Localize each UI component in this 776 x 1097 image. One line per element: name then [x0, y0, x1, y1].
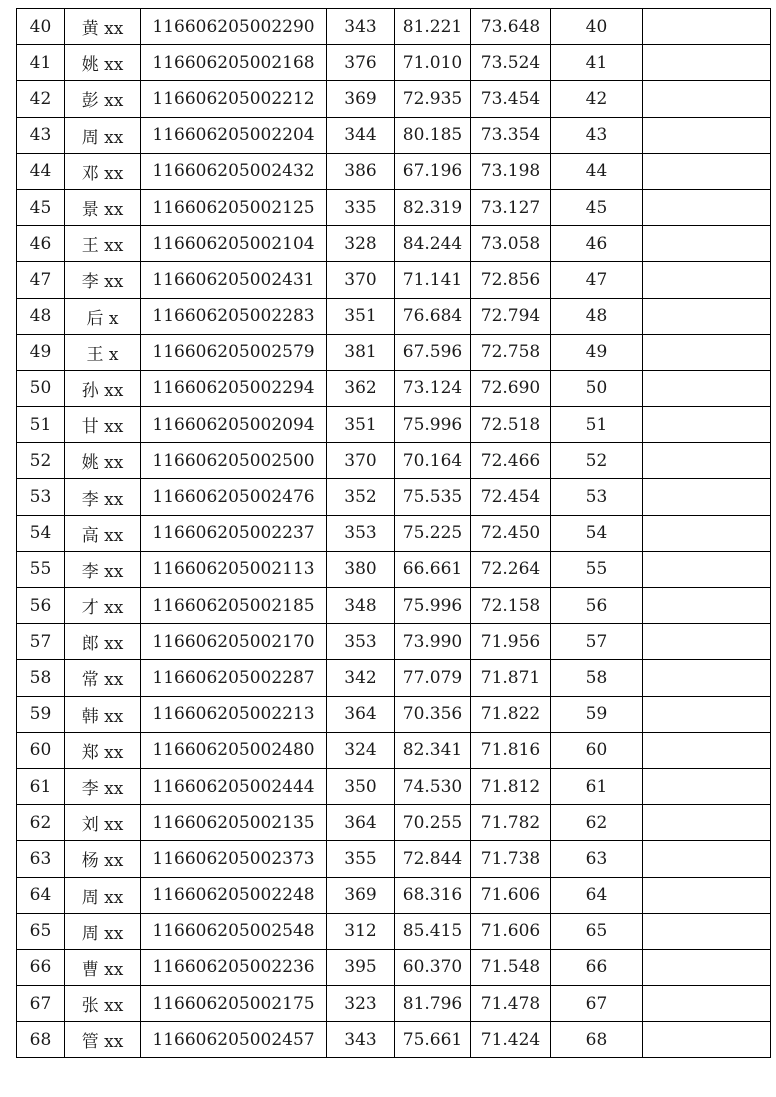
row-number-cell: 50 — [17, 370, 65, 406]
table-row — [17, 877, 771, 913]
total-score-cell: 71.606 — [471, 913, 551, 949]
candidate-name-cell: 刘 xx — [65, 805, 141, 841]
table-row — [17, 696, 771, 732]
written-score-cell: 386 — [327, 153, 395, 189]
table-row — [17, 407, 771, 443]
interview-score-cell: 60.370 — [395, 949, 471, 985]
rank-cell: 68 — [551, 1022, 643, 1058]
candidate-name-cell: 韩 xx — [65, 696, 141, 732]
row-number-cell: 52 — [17, 443, 65, 479]
table-row — [17, 841, 771, 877]
total-score-cell: 72.158 — [471, 588, 551, 624]
total-score-cell: 71.548 — [471, 949, 551, 985]
row-number-cell: 68 — [17, 1022, 65, 1058]
written-score-cell: 344 — [327, 117, 395, 153]
rank-cell: 48 — [551, 298, 643, 334]
exam-id-cell: 116606205002185 — [141, 588, 327, 624]
candidate-name-cell: 邓 xx — [65, 153, 141, 189]
interview-score-cell: 67.196 — [395, 153, 471, 189]
interview-score-cell: 68.316 — [395, 877, 471, 913]
table-row — [17, 298, 771, 334]
rank-cell: 47 — [551, 262, 643, 298]
candidate-name-cell: 后 x — [65, 298, 141, 334]
total-score-cell: 72.454 — [471, 479, 551, 515]
rank-cell: 44 — [551, 153, 643, 189]
interview-score-cell: 70.356 — [395, 696, 471, 732]
note-cell — [643, 949, 771, 985]
written-score-cell: 370 — [327, 262, 395, 298]
total-score-cell: 71.782 — [471, 805, 551, 841]
row-number-cell: 51 — [17, 407, 65, 443]
interview-score-cell: 72.844 — [395, 841, 471, 877]
candidate-name-cell: 郎 xx — [65, 624, 141, 660]
exam-id-cell: 116606205002125 — [141, 189, 327, 225]
rank-cell: 58 — [551, 660, 643, 696]
table-row — [17, 189, 771, 225]
rank-cell: 61 — [551, 768, 643, 804]
written-score-cell: 350 — [327, 768, 395, 804]
table-row — [17, 949, 771, 985]
interview-score-cell: 75.996 — [395, 588, 471, 624]
exam-id-cell: 116606205002204 — [141, 117, 327, 153]
rank-cell: 66 — [551, 949, 643, 985]
candidate-name-cell: 王 x — [65, 334, 141, 370]
rank-cell: 50 — [551, 370, 643, 406]
candidate-name-cell: 彭 xx — [65, 81, 141, 117]
total-score-cell: 72.518 — [471, 407, 551, 443]
candidate-name-cell: 李 xx — [65, 551, 141, 587]
note-cell — [643, 9, 771, 45]
row-number-cell: 62 — [17, 805, 65, 841]
written-score-cell: 328 — [327, 226, 395, 262]
candidate-name-cell: 李 xx — [65, 768, 141, 804]
rank-cell: 43 — [551, 117, 643, 153]
table-row — [17, 81, 771, 117]
rank-cell: 54 — [551, 515, 643, 551]
note-cell — [643, 262, 771, 298]
note-cell — [643, 551, 771, 587]
interview-score-cell: 81.221 — [395, 9, 471, 45]
candidate-name-cell: 景 xx — [65, 189, 141, 225]
exam-id-cell: 116606205002213 — [141, 696, 327, 732]
total-score-cell: 73.454 — [471, 81, 551, 117]
written-score-cell: 362 — [327, 370, 395, 406]
row-number-cell: 54 — [17, 515, 65, 551]
total-score-cell: 71.606 — [471, 877, 551, 913]
table-row — [17, 370, 771, 406]
candidate-name-cell: 孙 xx — [65, 370, 141, 406]
interview-score-cell: 85.415 — [395, 913, 471, 949]
total-score-cell: 72.758 — [471, 334, 551, 370]
row-number-cell: 42 — [17, 81, 65, 117]
exam-id-cell: 116606205002283 — [141, 298, 327, 334]
note-cell — [643, 153, 771, 189]
row-number-cell: 63 — [17, 841, 65, 877]
row-number-cell: 65 — [17, 913, 65, 949]
note-cell — [643, 515, 771, 551]
rank-cell: 49 — [551, 334, 643, 370]
note-cell — [643, 986, 771, 1022]
total-score-cell: 72.466 — [471, 443, 551, 479]
exam-id-cell: 116606205002431 — [141, 262, 327, 298]
table-row — [17, 334, 771, 370]
total-score-cell: 71.812 — [471, 768, 551, 804]
written-score-cell: 353 — [327, 624, 395, 660]
exam-id-cell: 116606205002290 — [141, 9, 327, 45]
table-row — [17, 624, 771, 660]
exam-id-cell: 116606205002248 — [141, 877, 327, 913]
interview-score-cell: 72.935 — [395, 81, 471, 117]
total-score-cell: 73.354 — [471, 117, 551, 153]
written-score-cell: 323 — [327, 986, 395, 1022]
table-row — [17, 805, 771, 841]
rank-cell: 40 — [551, 9, 643, 45]
interview-score-cell: 75.996 — [395, 407, 471, 443]
written-score-cell: 348 — [327, 588, 395, 624]
written-score-cell: 364 — [327, 696, 395, 732]
exam-id-cell: 116606205002373 — [141, 841, 327, 877]
interview-score-cell: 76.684 — [395, 298, 471, 334]
interview-score-cell: 66.661 — [395, 551, 471, 587]
total-score-cell: 73.524 — [471, 45, 551, 81]
interview-score-cell: 73.124 — [395, 370, 471, 406]
note-cell — [643, 732, 771, 768]
candidate-name-cell: 才 xx — [65, 588, 141, 624]
written-score-cell: 369 — [327, 877, 395, 913]
row-number-cell: 44 — [17, 153, 65, 189]
table-row — [17, 588, 771, 624]
note-cell — [643, 624, 771, 660]
table-row — [17, 515, 771, 551]
written-score-cell: 312 — [327, 913, 395, 949]
interview-score-cell: 75.535 — [395, 479, 471, 515]
exam-id-cell: 116606205002287 — [141, 660, 327, 696]
written-score-cell: 376 — [327, 45, 395, 81]
total-score-cell: 71.478 — [471, 986, 551, 1022]
interview-score-cell: 75.225 — [395, 515, 471, 551]
interview-score-cell: 73.990 — [395, 624, 471, 660]
table-row — [17, 1022, 771, 1058]
table-row — [17, 551, 771, 587]
table-row — [17, 986, 771, 1022]
interview-score-cell: 75.661 — [395, 1022, 471, 1058]
note-cell — [643, 117, 771, 153]
total-score-cell: 72.450 — [471, 515, 551, 551]
row-number-cell: 45 — [17, 189, 65, 225]
note-cell — [643, 226, 771, 262]
rank-cell: 52 — [551, 443, 643, 479]
table-row — [17, 9, 771, 45]
total-score-cell: 73.198 — [471, 153, 551, 189]
note-cell — [643, 588, 771, 624]
note-cell — [643, 81, 771, 117]
interview-score-cell: 71.010 — [395, 45, 471, 81]
rank-cell: 65 — [551, 913, 643, 949]
rank-cell: 57 — [551, 624, 643, 660]
exam-id-cell: 116606205002236 — [141, 949, 327, 985]
table-row — [17, 262, 771, 298]
interview-score-cell: 70.164 — [395, 443, 471, 479]
total-score-cell: 72.856 — [471, 262, 551, 298]
exam-id-cell: 116606205002135 — [141, 805, 327, 841]
interview-score-cell: 80.185 — [395, 117, 471, 153]
written-score-cell: 364 — [327, 805, 395, 841]
rank-cell: 45 — [551, 189, 643, 225]
candidate-name-cell: 周 xx — [65, 117, 141, 153]
rank-cell: 63 — [551, 841, 643, 877]
table-row — [17, 117, 771, 153]
exam-id-cell: 116606205002579 — [141, 334, 327, 370]
written-score-cell: 343 — [327, 9, 395, 45]
exam-id-cell: 116606205002457 — [141, 1022, 327, 1058]
table-row — [17, 660, 771, 696]
rank-cell: 59 — [551, 696, 643, 732]
candidate-name-cell: 张 xx — [65, 986, 141, 1022]
row-number-cell: 55 — [17, 551, 65, 587]
row-number-cell: 43 — [17, 117, 65, 153]
candidate-name-cell: 曹 xx — [65, 949, 141, 985]
rank-cell: 42 — [551, 81, 643, 117]
table-row — [17, 45, 771, 81]
note-cell — [643, 334, 771, 370]
total-score-cell: 73.058 — [471, 226, 551, 262]
total-score-cell: 72.264 — [471, 551, 551, 587]
written-score-cell: 351 — [327, 298, 395, 334]
total-score-cell: 72.794 — [471, 298, 551, 334]
total-score-cell: 71.816 — [471, 732, 551, 768]
table-row — [17, 913, 771, 949]
interview-score-cell: 81.796 — [395, 986, 471, 1022]
exam-id-cell: 116606205002175 — [141, 986, 327, 1022]
table-row — [17, 732, 771, 768]
note-cell — [643, 696, 771, 732]
written-score-cell: 370 — [327, 443, 395, 479]
interview-score-cell: 82.341 — [395, 732, 471, 768]
candidate-name-cell: 李 xx — [65, 262, 141, 298]
interview-score-cell: 82.319 — [395, 189, 471, 225]
candidate-name-cell: 周 xx — [65, 877, 141, 913]
candidate-name-cell: 甘 xx — [65, 407, 141, 443]
row-number-cell: 49 — [17, 334, 65, 370]
note-cell — [643, 768, 771, 804]
table-row — [17, 768, 771, 804]
note-cell — [643, 45, 771, 81]
note-cell — [643, 877, 771, 913]
candidate-name-cell: 管 xx — [65, 1022, 141, 1058]
row-number-cell: 40 — [17, 9, 65, 45]
table-row — [17, 479, 771, 515]
rank-cell: 55 — [551, 551, 643, 587]
row-number-cell: 41 — [17, 45, 65, 81]
written-score-cell: 355 — [327, 841, 395, 877]
exam-id-cell: 116606205002113 — [141, 551, 327, 587]
note-cell — [643, 660, 771, 696]
total-score-cell: 71.871 — [471, 660, 551, 696]
row-number-cell: 46 — [17, 226, 65, 262]
exam-id-cell: 116606205002444 — [141, 768, 327, 804]
row-number-cell: 56 — [17, 588, 65, 624]
note-cell — [643, 443, 771, 479]
exam-id-cell: 116606205002094 — [141, 407, 327, 443]
rank-cell: 41 — [551, 45, 643, 81]
written-score-cell: 335 — [327, 189, 395, 225]
note-cell — [643, 479, 771, 515]
rank-cell: 64 — [551, 877, 643, 913]
note-cell — [643, 370, 771, 406]
rank-cell: 53 — [551, 479, 643, 515]
row-number-cell: 48 — [17, 298, 65, 334]
note-cell — [643, 1022, 771, 1058]
note-cell — [643, 298, 771, 334]
row-number-cell: 61 — [17, 768, 65, 804]
exam-id-cell: 116606205002212 — [141, 81, 327, 117]
candidate-name-cell: 常 xx — [65, 660, 141, 696]
written-score-cell: 351 — [327, 407, 395, 443]
rank-cell: 46 — [551, 226, 643, 262]
interview-score-cell: 70.255 — [395, 805, 471, 841]
exam-id-cell: 116606205002104 — [141, 226, 327, 262]
written-score-cell: 395 — [327, 949, 395, 985]
exam-id-cell: 116606205002548 — [141, 913, 327, 949]
row-number-cell: 64 — [17, 877, 65, 913]
written-score-cell: 342 — [327, 660, 395, 696]
candidate-name-cell: 周 xx — [65, 913, 141, 949]
exam-id-cell: 116606205002237 — [141, 515, 327, 551]
exam-id-cell: 116606205002170 — [141, 624, 327, 660]
candidate-name-cell: 姚 xx — [65, 443, 141, 479]
total-score-cell: 73.127 — [471, 189, 551, 225]
total-score-cell: 71.738 — [471, 841, 551, 877]
exam-id-cell: 116606205002432 — [141, 153, 327, 189]
row-number-cell: 58 — [17, 660, 65, 696]
table-body — [17, 9, 771, 1058]
rank-cell: 67 — [551, 986, 643, 1022]
note-cell — [643, 407, 771, 443]
exam-id-cell: 116606205002294 — [141, 370, 327, 406]
note-cell — [643, 189, 771, 225]
candidate-name-cell: 高 xx — [65, 515, 141, 551]
interview-score-cell: 71.141 — [395, 262, 471, 298]
results-table — [16, 8, 771, 1058]
rank-cell: 51 — [551, 407, 643, 443]
candidate-name-cell: 黄 xx — [65, 9, 141, 45]
interview-score-cell: 74.530 — [395, 768, 471, 804]
table-row — [17, 443, 771, 479]
candidate-name-cell: 李 xx — [65, 479, 141, 515]
note-cell — [643, 913, 771, 949]
row-number-cell: 59 — [17, 696, 65, 732]
row-number-cell: 57 — [17, 624, 65, 660]
interview-score-cell: 77.079 — [395, 660, 471, 696]
exam-id-cell: 116606205002500 — [141, 443, 327, 479]
rank-cell: 56 — [551, 588, 643, 624]
row-number-cell: 53 — [17, 479, 65, 515]
rank-cell: 62 — [551, 805, 643, 841]
written-score-cell: 324 — [327, 732, 395, 768]
written-score-cell: 369 — [327, 81, 395, 117]
exam-id-cell: 116606205002476 — [141, 479, 327, 515]
row-number-cell: 67 — [17, 986, 65, 1022]
total-score-cell: 71.424 — [471, 1022, 551, 1058]
written-score-cell: 380 — [327, 551, 395, 587]
written-score-cell: 343 — [327, 1022, 395, 1058]
exam-id-cell: 116606205002480 — [141, 732, 327, 768]
row-number-cell: 60 — [17, 732, 65, 768]
total-score-cell: 73.648 — [471, 9, 551, 45]
total-score-cell: 71.822 — [471, 696, 551, 732]
total-score-cell: 71.956 — [471, 624, 551, 660]
exam-id-cell: 116606205002168 — [141, 45, 327, 81]
candidate-name-cell: 王 xx — [65, 226, 141, 262]
note-cell — [643, 805, 771, 841]
interview-score-cell: 84.244 — [395, 226, 471, 262]
interview-score-cell: 67.596 — [395, 334, 471, 370]
row-number-cell: 66 — [17, 949, 65, 985]
written-score-cell: 352 — [327, 479, 395, 515]
candidate-name-cell: 杨 xx — [65, 841, 141, 877]
table-row — [17, 153, 771, 189]
candidate-name-cell: 郑 xx — [65, 732, 141, 768]
total-score-cell: 72.690 — [471, 370, 551, 406]
written-score-cell: 381 — [327, 334, 395, 370]
written-score-cell: 353 — [327, 515, 395, 551]
row-number-cell: 47 — [17, 262, 65, 298]
rank-cell: 60 — [551, 732, 643, 768]
candidate-name-cell: 姚 xx — [65, 45, 141, 81]
table-row — [17, 226, 771, 262]
note-cell — [643, 841, 771, 877]
